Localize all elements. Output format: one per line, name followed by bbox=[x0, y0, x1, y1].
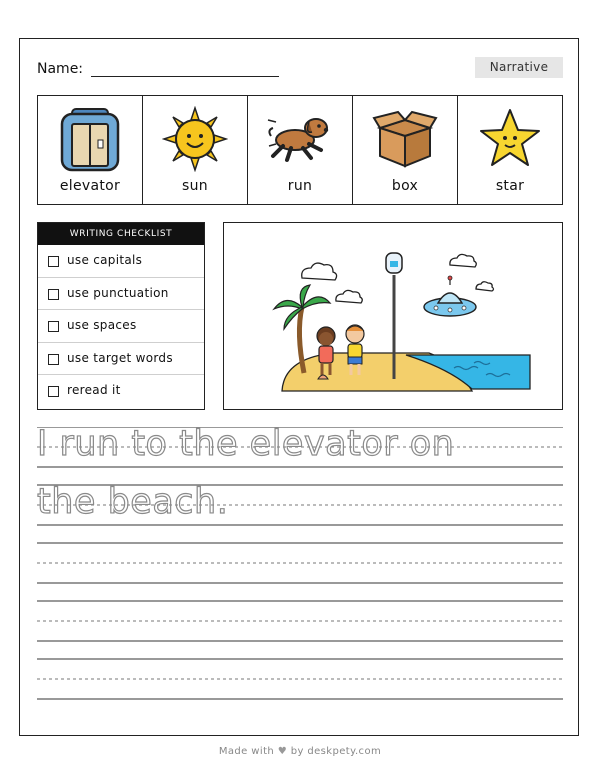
checkbox[interactable] bbox=[48, 289, 59, 300]
worksheet bbox=[19, 38, 579, 736]
heart-icon: ♥ bbox=[277, 746, 288, 757]
word-card-sun bbox=[143, 96, 248, 204]
word-label: elevator bbox=[59, 178, 121, 194]
tracing-sentence-line-2: the beach. bbox=[37, 482, 229, 522]
word-label: star bbox=[495, 178, 525, 194]
word-label: box bbox=[391, 178, 419, 194]
checklist-item-label: use capitals bbox=[67, 253, 143, 267]
checklist-item[interactable] bbox=[38, 245, 204, 278]
checklist-item[interactable] bbox=[38, 278, 204, 311]
genre-tag: Narrative bbox=[475, 57, 563, 78]
checkbox[interactable] bbox=[48, 386, 59, 397]
checklist-item[interactable] bbox=[38, 310, 204, 343]
word-card-box bbox=[353, 96, 458, 204]
checkbox[interactable] bbox=[48, 354, 59, 365]
checklist-item-label: use punctuation bbox=[67, 285, 169, 300]
word-card-star bbox=[458, 96, 562, 204]
name-label: Name: bbox=[37, 61, 84, 77]
checklist-item[interactable] bbox=[38, 375, 204, 408]
checkbox[interactable] bbox=[48, 321, 59, 332]
word-card-run bbox=[248, 96, 353, 204]
running-dog-icon bbox=[265, 106, 335, 172]
target-words-strip bbox=[37, 95, 563, 205]
checkbox[interactable] bbox=[48, 256, 59, 267]
writing-checklist bbox=[37, 222, 205, 410]
checklist-item-label: reread it bbox=[67, 383, 121, 397]
footer-credit bbox=[0, 746, 600, 757]
box-icon bbox=[372, 106, 438, 172]
word-card-elevator bbox=[38, 96, 143, 204]
footer-prefix: Made with bbox=[218, 746, 275, 757]
checklist-title: WRITING CHECKLIST bbox=[38, 223, 204, 245]
tracing-sentence-line-1: I run to the elevator on bbox=[37, 424, 455, 464]
sun-icon bbox=[162, 106, 228, 172]
footer-site[interactable]: by deskpety.com bbox=[290, 746, 382, 757]
elevator-icon bbox=[58, 106, 122, 172]
checklist-item-label: use target words bbox=[67, 350, 173, 365]
checklist-item-label: use spaces bbox=[67, 318, 137, 332]
word-label: run bbox=[287, 178, 313, 194]
checklist-item[interactable] bbox=[38, 343, 204, 376]
story-picture bbox=[223, 222, 563, 410]
star-icon bbox=[477, 106, 543, 172]
writing-guide-lines bbox=[37, 427, 563, 705]
beach-scene-illustration bbox=[224, 223, 563, 410]
word-label: sun bbox=[182, 178, 208, 194]
name-input-line[interactable] bbox=[91, 76, 279, 77]
